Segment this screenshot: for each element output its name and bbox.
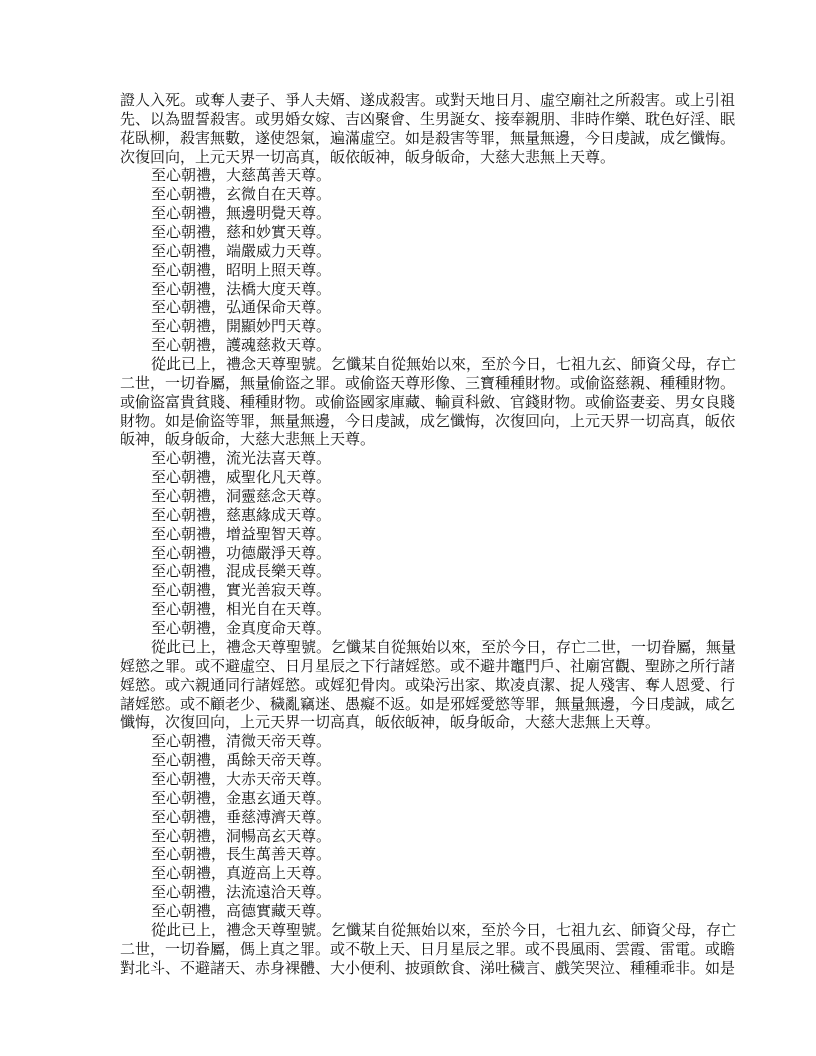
invocation-line: 至心朝禮，實光善寂天尊。: [151, 581, 332, 600]
invocation-line: 至心朝禮，混成長樂天尊。: [151, 562, 332, 581]
paragraph-line: 二世，一切眷屬，無量偷盜之罪。或偷盜天尊形像、三寶種種財物。或偷盜慈親、種種財物。: [120, 373, 736, 392]
invocation-line: 至心朝禮，長生萬善天尊。: [151, 845, 332, 864]
paragraph-line: 皈神，皈身皈命，大慈大悲無上天尊。: [120, 430, 376, 449]
paragraph-line: 次復回向，上元天界一切高真，皈依皈神，皈身皈命，大慈大悲無上天尊。: [120, 147, 616, 166]
paragraph-line: 二世，一切眷屬，傌上真之罪。或不敬上天、日月星辰之罪。或不畏風雨、雲霞、雷電。或瞻: [120, 939, 736, 958]
invocation-line: 至心朝禮，開顯妙門天尊。: [151, 317, 332, 336]
invocation-line: 至心朝禮，洞靈慈念天尊。: [151, 487, 332, 506]
invocation-line: 至心朝禮，慈和妙實天尊。: [151, 223, 332, 242]
invocation-line: 至心朝禮，玄微自在天尊。: [151, 185, 332, 204]
invocation-line: 至心朝禮，清微天帝天尊。: [151, 732, 332, 751]
paragraph-line: 先、以為盟誓殺害。或男婚女嫁、吉凶聚會、生男誕女、接奉親朋、非時作樂、耽色好淫、眠: [120, 109, 736, 128]
invocation-line: 至心朝禮，增益聖智天尊。: [151, 524, 332, 543]
invocation-line: 至心朝禮，功德嚴淨天尊。: [151, 543, 332, 562]
invocation-line: 至心朝禮，大赤天帝天尊。: [151, 769, 332, 788]
invocation-line: 至心朝禮，金惠玄通天尊。: [151, 788, 332, 807]
paragraph-line: 諸婬慾。或不顧老少、穢亂竊迷、愚癡不返。如是邪婬愛慾等罪，無量無邊，今日虔誠，咸乞: [120, 694, 736, 713]
invocation-line: 至心朝禮，威聖化凡天尊。: [151, 468, 332, 487]
invocation-line: 至心朝禮，流光法喜天尊。: [151, 449, 332, 468]
invocation-line: 至心朝禮，昭明上照天尊。: [151, 260, 332, 279]
invocation-line: 至心朝禮，護魂慈救天尊。: [151, 336, 332, 355]
invocation-line: 至心朝禮，慈惠緣成天尊。: [151, 505, 332, 524]
invocation-line: 至心朝禮，相光自在天尊。: [151, 600, 332, 619]
invocation-line: 至心朝禮，洞暢高玄天尊。: [151, 826, 332, 845]
paragraph-line: 懺悔，次復回向，上元天界一切高真，皈依皈神，皈身皈命，大慈大悲無上天尊。: [120, 713, 661, 732]
paragraph-line: 從此已上，禮念天尊聖號。乞懺某自從無始以來，至於今日，七祖九玄、師資父母，存亡: [151, 355, 737, 374]
invocation-line: 至心朝禮，法橋大度天尊。: [151, 279, 332, 298]
paragraph-line: 證人入死。或奪人妻子、爭人夫婿、遂成殺害。或對天地日月、虛空廟社之所殺害。或上引祖: [120, 91, 736, 109]
invocation-line: 至心朝禮，弘通保命天尊。: [151, 298, 332, 317]
invocation-line: 至心朝禮，垂慈溥濟天尊。: [151, 807, 332, 826]
paragraph-line: 或偷盜富貴貧賤、種種財物。或偷盜國家庫藏、輸貢科斂、官錢財物。或偷盜妻妾、男女良賤: [120, 392, 736, 411]
paragraph-line: 對北斗、不避諸天、赤身裸體、大小便利、披頭飲食、涕吐穢言、戲笑哭泣、種種乖非。如是: [120, 958, 736, 977]
invocation-line: 至心朝禮，真遊高上天尊。: [151, 864, 332, 883]
paragraph-line: 婬慾。或六親通同行諸婬慾。或婬犯骨肉。或染污出家、欺凌貞潔、捉人殘害、奪人恩愛、行: [120, 675, 736, 694]
paragraph-line: 財物。如是偷盜等罪，無量無邊，今日虔誠，成乞懺悔，次復回向，上元天界一切高真，皈依: [120, 411, 736, 430]
paragraph-line: 花臥柳，殺害無數，遂使怨氣，遍滿虛空。如是殺害等罪，無量無邊，今日虔誠，成乞懺悔。: [120, 128, 736, 147]
invocation-line: 至心朝禮，無邊明覺天尊。: [151, 204, 332, 223]
invocation-line: 至心朝禮，端嚴威力天尊。: [151, 241, 332, 260]
document-page: [120, 91, 737, 977]
paragraph-line: 從此已上，禮念天尊聖號。乞懺某自從無始以來，至於今日，七祖九玄、師資父母，存亡: [151, 920, 737, 939]
paragraph-line: 從此已上，禮念天尊聖號。乞懺某自從無始以來，至於今日，存亡二世，一切眷屬，無量: [151, 637, 737, 656]
invocation-line: 至心朝禮，大慈萬善天尊。: [151, 166, 332, 185]
invocation-line: 至心朝禮，法流遠洽天尊。: [151, 883, 332, 902]
invocation-line: 至心朝禮，金真度命天尊。: [151, 619, 332, 638]
invocation-line: 至心朝禮，禹餘天帝天尊。: [151, 751, 332, 770]
paragraph-line: 婬慾之罪。或不避虛空、日月星辰之下行諸婬慾。或不避井竈門戶、社廟宮觀、聖跡之所行諸: [120, 656, 736, 675]
invocation-line: 至心朝禮，高德實藏天尊。: [151, 901, 332, 920]
